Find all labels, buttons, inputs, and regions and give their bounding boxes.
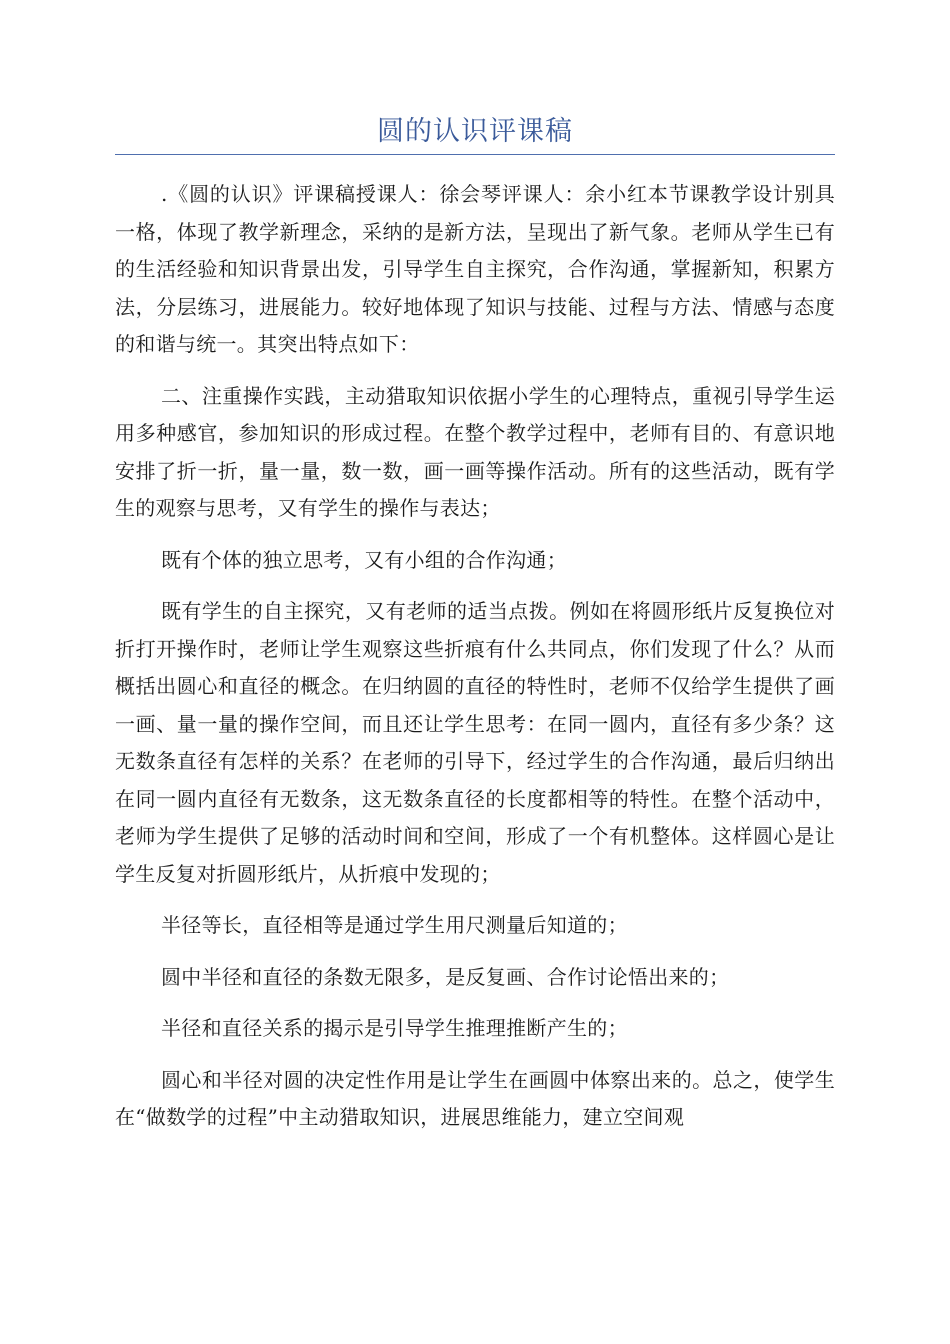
document-body (115, 176, 835, 1151)
paragraph-radius-equal: 半径等长，直径相等是通过学生用尺测量后知道的； (161, 913, 628, 937)
paragraph-group-cooperation: 既有个体的独立思考，又有小组的合作沟通； (161, 547, 567, 572)
paragraph-infinite-count: 圆中半径和直径的条数无限多，是反复画、合作讨论悟出来的； (161, 964, 730, 989)
document-title: 圆的认识评课稿 (377, 116, 573, 147)
paragraph-intro: .《圆的认识》评课稿授课人：徐会琴评课人：余小红本节课教学设计别具一格，体现了教学新理念，采纳的是新方法，呈现出了新气象。老师从学生已有的生活经验和知识背景出发，引导学生自主探究，合作沟通，掌握新知，积累方法，分层练习，进展能力。较好地体现了知识与技能、过程与方法、情感与态度的和谐与统一。其突出特点如下： (115, 182, 835, 356)
paragraph-teacher-guidance: 既有学生的自主探究，又有老师的适当点拨。例如在将圆形纸片反复换位对折打开操作时，老师让学生观察这些折痕有什么共同点，你们发现了什么？从而概括出圆心和直径的概念。在归纳圆的直径的特性时，老师不仅给学生提供了画一画、量一量的操作空间，而且还让学生思考：在同一圆内，直径有多少条？这无数条直径有怎样的关系？在老师的引导下，经过学生的合作沟通，最后归纳出在同一圆内直径有无数条，这无数条直径的长度都相等的特性。在整个活动中，老师为学生提供了足够的活动时间和空间，形成了一个有机整体。这样圆心是让学生反复对折圆形纸片，从折痕中发现的； (115, 599, 835, 886)
title-underline (115, 154, 835, 155)
paragraph-section-two: 二、注重操作实践，主动猎取知识依据小学生的心理特点，重视引导学生运用多种感官，参加知识的形成过程。在整个教学过程中，老师有目的、有意识地安排了折一折，量一量，数一数，画一画等操作活动。所有的这些活动，既有学生的观察与思考，又有学生的操作与表达； (115, 383, 835, 520)
paragraph-conclusion: 圆心和半径对圆的决定性作用是让学生在画圆中体察出来的。总之，使学生在“做数学的过程”中主动猎取知识，进展思维能力，建立空间观 (115, 1067, 835, 1129)
paragraph-relationship: 半径和直径关系的揭示是引导学生推理推断产生的； (161, 1016, 628, 1040)
